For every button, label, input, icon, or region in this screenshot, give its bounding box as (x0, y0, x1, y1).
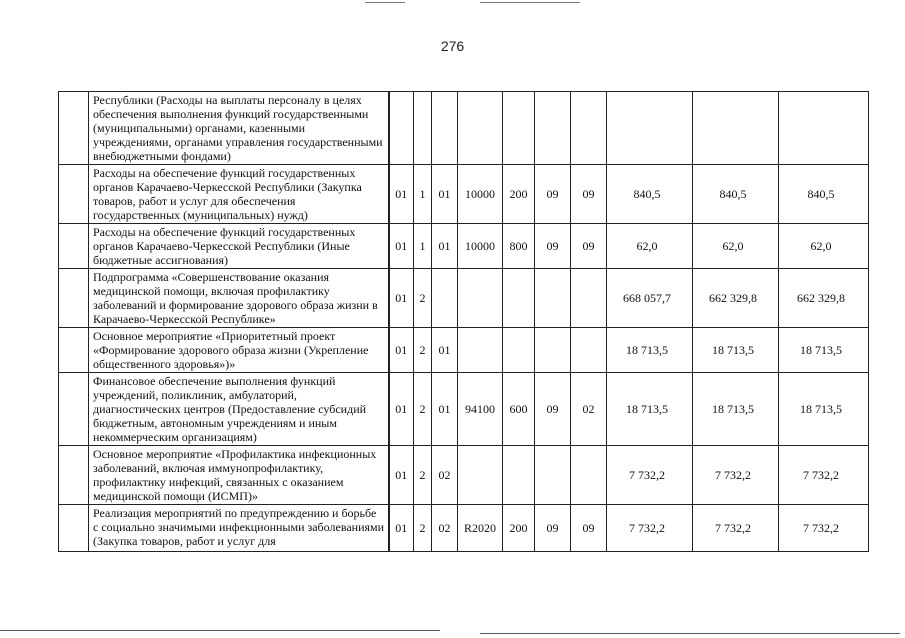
code-cell: 01 (432, 328, 458, 373)
code-cell (503, 328, 535, 373)
code-cell (458, 446, 503, 505)
code-cell (503, 92, 535, 165)
code-cell (535, 446, 571, 505)
description-cell: Подпрограмма «Совершенствование оказания медицинской помощи, включая профилактику заболеваний и формирование здорового образа жизни в Карачаево-Черкесской Республике» (89, 269, 389, 328)
code-cell (535, 269, 571, 328)
table-row (59, 224, 869, 269)
code-cell: 2 (414, 328, 432, 373)
code-cell: 01 (389, 269, 414, 328)
code-cell: 01 (389, 224, 414, 269)
amount-cell: 18 713,5 (779, 328, 869, 373)
amount-cell: 662 329,8 (693, 269, 779, 328)
row-number-cell (59, 373, 89, 446)
code-cell (458, 269, 503, 328)
code-cell (432, 92, 458, 165)
code-cell: 01 (389, 328, 414, 373)
row-number-cell (59, 165, 89, 224)
code-cell: 09 (571, 165, 607, 224)
amount-cell: 18 713,5 (693, 328, 779, 373)
code-cell: R2020 (458, 505, 503, 552)
amount-cell: 18 713,5 (607, 373, 693, 446)
code-cell: 01 (432, 373, 458, 446)
code-cell (458, 328, 503, 373)
code-cell: 09 (535, 505, 571, 552)
code-cell: 09 (535, 224, 571, 269)
amount-cell: 7 732,2 (693, 446, 779, 505)
description-cell: Основное мероприятие «Профилактика инфекционных заболеваний, включая иммунопрофилактику, профилактику инфекций, связанных с оказанием медицинской помощи (ИСМП)» (89, 446, 389, 505)
amount-cell: 662 329,8 (779, 269, 869, 328)
top-scan-rule (365, 2, 405, 3)
table-row (59, 269, 869, 328)
code-cell: 01 (389, 373, 414, 446)
bottom-scan-rule (480, 633, 900, 634)
code-cell (389, 92, 414, 165)
amount-cell (779, 92, 869, 165)
code-cell: 02 (432, 446, 458, 505)
code-cell: 200 (503, 165, 535, 224)
amount-cell: 7 732,2 (607, 446, 693, 505)
amount-cell: 18 713,5 (693, 373, 779, 446)
amount-cell: 62,0 (779, 224, 869, 269)
row-number-cell (59, 328, 89, 373)
code-cell: 09 (535, 165, 571, 224)
code-cell: 10000 (458, 165, 503, 224)
code-cell (571, 446, 607, 505)
code-cell (571, 92, 607, 165)
page-number: 276 (440, 38, 465, 54)
code-cell: 2 (414, 505, 432, 552)
code-cell (571, 269, 607, 328)
top-scan-rule (480, 2, 580, 3)
code-cell: 02 (432, 505, 458, 552)
bottom-scan-rule (0, 630, 440, 631)
amount-cell: 62,0 (607, 224, 693, 269)
table-row (59, 328, 869, 373)
amount-cell: 840,5 (607, 165, 693, 224)
table-row (59, 373, 869, 446)
code-cell: 01 (432, 165, 458, 224)
code-cell (414, 92, 432, 165)
code-cell (503, 269, 535, 328)
code-cell: 2 (414, 373, 432, 446)
description-cell: Расходы на обеспечение функций государственных органов Карачаево-Черкесской Республики (Закупка товаров, работ и услуг для обеспечения государственных (муниципальных) нужд) (89, 165, 389, 224)
budget-table (58, 91, 869, 552)
description-cell: Финансовое обеспечение выполнения функций учреждений, поликлиник, амбулаторий, диагностических центров (Предоставление субсидий бюджетным, автономным учреждениям и иным некоммерческим организациям) (89, 373, 389, 446)
amount-cell: 7 732,2 (607, 505, 693, 552)
code-cell: 10000 (458, 224, 503, 269)
row-number-cell (59, 92, 89, 165)
code-cell: 1 (414, 165, 432, 224)
table-row (59, 92, 869, 165)
code-cell: 09 (571, 224, 607, 269)
amount-cell: 668 057,7 (607, 269, 693, 328)
code-cell: 09 (535, 373, 571, 446)
amount-cell: 7 732,2 (779, 446, 869, 505)
amount-cell (693, 92, 779, 165)
code-cell: 200 (503, 505, 535, 552)
code-cell: 02 (571, 373, 607, 446)
amount-cell: 18 713,5 (607, 328, 693, 373)
code-cell (535, 328, 571, 373)
amount-cell: 18 713,5 (779, 373, 869, 446)
code-cell: 01 (389, 505, 414, 552)
code-cell: 01 (389, 165, 414, 224)
table-row (59, 505, 869, 552)
amount-cell: 840,5 (779, 165, 869, 224)
code-cell (571, 328, 607, 373)
code-cell (535, 92, 571, 165)
amount-cell: 840,5 (693, 165, 779, 224)
row-number-cell (59, 269, 89, 328)
code-cell: 600 (503, 373, 535, 446)
table-row (59, 446, 869, 505)
code-cell: 01 (389, 446, 414, 505)
code-cell (432, 269, 458, 328)
amount-cell: 7 732,2 (779, 505, 869, 552)
code-cell: 2 (414, 446, 432, 505)
code-cell: 09 (571, 505, 607, 552)
table-row (59, 165, 869, 224)
row-number-cell (59, 224, 89, 269)
amount-cell (607, 92, 693, 165)
description-cell: Расходы на обеспечение функций государственных органов Карачаево-Черкесской Республики (Иные бюджетные ассигнования) (89, 224, 389, 269)
description-cell: Основное мероприятие «Приоритетный проект «Формирование здорового образа жизни (Укрепление общественного здоровья»)» (89, 328, 389, 373)
code-cell: 1 (414, 224, 432, 269)
code-cell: 94100 (458, 373, 503, 446)
table-body (59, 92, 869, 552)
description-cell: Реализация мероприятий по предупреждению и борьбе с социально значимыми инфекционными заболеваниями (Закупка товаров, работ и услуг для (89, 505, 389, 552)
code-cell (458, 92, 503, 165)
code-cell: 800 (503, 224, 535, 269)
code-cell: 2 (414, 269, 432, 328)
amount-cell: 7 732,2 (693, 505, 779, 552)
row-number-cell (59, 446, 89, 505)
code-cell: 01 (432, 224, 458, 269)
row-number-cell (59, 505, 89, 552)
description-cell: Республики (Расходы на выплаты персоналу в целях обеспечения выполнения функций государственными (муниципальными) органами, казенными учреждениями, органами управления государственными внебюджетными фондами) (89, 92, 389, 165)
code-cell (503, 446, 535, 505)
amount-cell: 62,0 (693, 224, 779, 269)
